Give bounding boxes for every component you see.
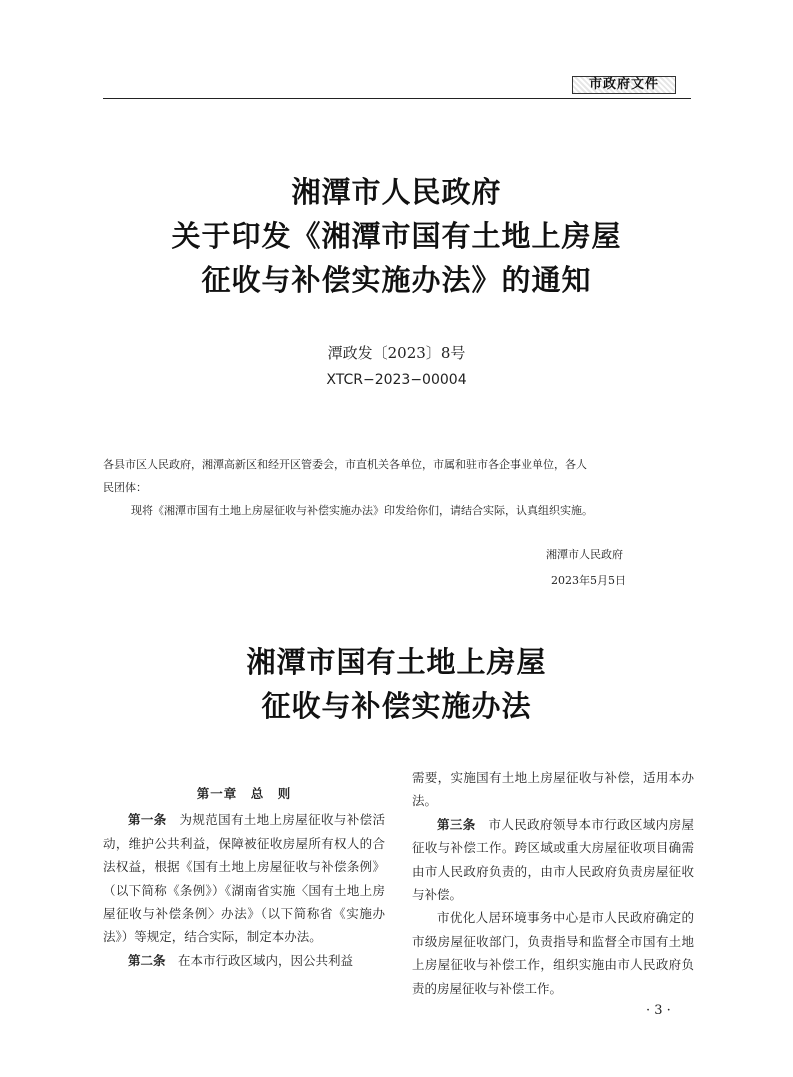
article-3-paragraph-2: 市优化人居环境事务中心是市人民政府确定的市级房屋征收部门，负责指导和监督全市国有土地上房屋征收与补偿工作，组织实施由市人民政府负责的房屋征收与补偿工作。 bbox=[412, 910, 694, 996]
issuer: 湘潭市人民政府 bbox=[546, 548, 623, 561]
article-2-continued: 需要，实施国有土地上房屋征收与补偿，适用本办法。 bbox=[412, 770, 694, 809]
article-3-label: 第三条 bbox=[437, 816, 476, 832]
recipients-line-1: 各县市区人民政府，湘潭高新区和经开区管委会，市直机关各单位，市属和驻市各企事业单位，各人 bbox=[103, 458, 587, 471]
issue-date: 2023年5月5日 bbox=[551, 574, 626, 587]
article-1-text: 为规范国有土地上房屋征收与补偿活动，维护公共利益，保障被征收房屋所有权人的合法权益，根据《国有土地上房屋征收与补偿条例》（以下简称《条例》）《湖南省实施〈国有土地上房屋征收与补偿条例〉办法》（以下简称省《实施办法》）等规定，结合实际，制定本办法。 bbox=[103, 812, 385, 945]
notice-title-line-3: 征收与补偿实施办法》的通知 bbox=[201, 263, 592, 297]
article-2-text: 在本市行政区域内，因公共利益 bbox=[165, 952, 354, 968]
section-tag: 市政府文件 bbox=[572, 76, 676, 94]
article-3 bbox=[412, 813, 694, 907]
measures-title-line-2: 征收与补偿实施办法 bbox=[261, 689, 532, 723]
recipients-line-2: 民团体： bbox=[103, 481, 147, 494]
article-2 bbox=[103, 949, 385, 972]
article-1 bbox=[103, 808, 385, 948]
article-3-text: 市人民政府领导本市行政区域内房屋征收与补偿工作。跨区域或重大房屋征收项目确需由市人民政府负责的，由市人民政府负责房屋征收与补偿。 bbox=[412, 816, 694, 903]
notice-title-line-1: 湘潭市人民政府 bbox=[291, 175, 502, 209]
right-column bbox=[412, 766, 694, 1000]
notice-title-line-2: 关于印发《湘潭市国有土地上房屋 bbox=[171, 219, 622, 253]
article-2-label: 第二条 bbox=[128, 952, 166, 968]
page-number: · 3 · bbox=[646, 1003, 671, 1018]
chapter-heading: 第一章 总 则 bbox=[196, 786, 292, 801]
notice-body: 现将《湘潭市国有土地上房屋征收与补偿实施办法》印发给你们，请结合实际，认真组织实施。 bbox=[131, 504, 593, 517]
measures-title-line-1: 湘潭市国有土地上房屋 bbox=[246, 645, 547, 679]
article-1-label: 第一条 bbox=[128, 812, 167, 828]
document-code: XTCR−2023−00004 bbox=[326, 372, 467, 388]
document-number: 潭政发〔2023〕8号 bbox=[327, 344, 466, 362]
header-divider bbox=[103, 98, 691, 99]
left-column bbox=[103, 782, 385, 972]
